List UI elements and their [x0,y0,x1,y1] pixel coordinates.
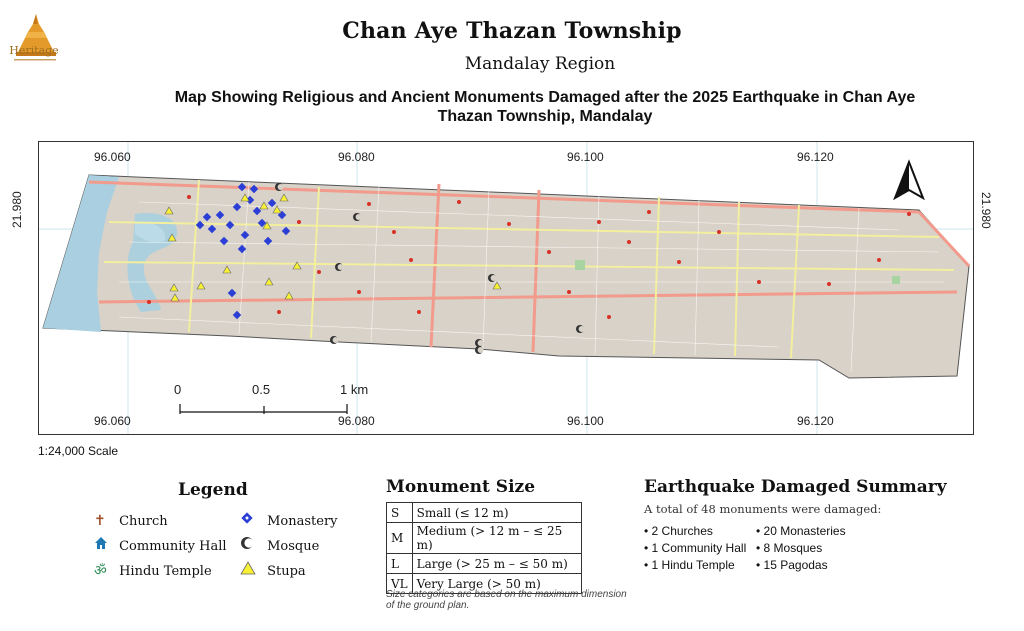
legend-item-mosque: Mosque [240,535,319,554]
logo-text: Heritage [9,44,59,57]
page-title: Chan Aye Thazan Township [342,18,682,44]
lon-label-top: 96.100 [567,150,604,164]
table-row: VL Very Large (> 50 m) [387,574,582,594]
park [892,276,900,284]
table-row: L Large (> 25 m – ≤ 50 m) [387,554,582,574]
page-subtitle: Mandalay Region [464,54,616,74]
summary-item: • 15 Pagodas [756,558,828,572]
summary-item: • 2 Churches [644,524,713,538]
community-hall-icon [94,535,114,554]
scalebar-label-half: 0.5 [252,382,271,397]
north-arrow-icon [895,162,923,198]
map-title: Map Showing Religious and Ancient Monuments Damaged after the 2025 Earthquake in Chan Aye Thazan Township, Mandalay [174,89,916,125]
monastery-icon [240,510,262,529]
legend-item-hindu-temple: ॐ Hindu Temple [94,563,212,579]
lat-label-right: 21.980 [979,192,993,229]
lon-label-bottom: 96.120 [797,414,834,428]
lon-label-bottom: 96.080 [338,414,375,428]
township-area [43,175,969,378]
lon-label-top: 96.120 [797,150,834,164]
lat-label-left: 21.980 [10,191,24,228]
park [575,260,585,270]
summary-title: Earthquake Damaged Summary [644,477,947,497]
cross-icon: ✝ [94,513,106,529]
lon-label-top: 96.060 [94,150,131,164]
lon-label-bottom: 96.060 [94,414,131,428]
size-table [386,502,582,594]
summary-item: • 1 Community Hall [644,541,747,555]
legend-title: Legend [178,480,248,500]
legend-item-monastery: Monastery [240,510,338,529]
summary-item: • 20 Monasteries [756,524,846,538]
legend-item-stupa: Stupa [240,560,306,579]
size-title: Monument Size [386,477,536,497]
summary-item: • 8 Mosques [756,541,823,555]
table-row: M Medium (> 12 m – ≤ 25 m) [387,523,582,554]
size-note: Size categories are based on the maximum dimension of the ground plan. [386,589,627,611]
om-icon: ॐ [94,563,107,579]
stupa-triangle-icon [240,560,262,579]
lon-label-top: 96.080 [338,150,375,164]
crescent-icon [240,535,262,554]
scalebar-label-1km: 1 km [340,382,369,397]
scale-note: 1:24,000 Scale [38,444,119,458]
scale-bar [180,404,347,414]
lon-label-bottom: 96.100 [567,414,604,428]
scalebar-label-0: 0 [174,382,182,397]
table-row: S Small (≤ 12 m) [387,503,582,523]
legend-item-church: ✝ Church [94,513,168,529]
legend-item-community-hall: Community Hall [94,535,227,554]
summary-item: • 1 Hindu Temple [644,558,735,572]
summary-subtitle: A total of 48 monuments were damaged: [644,502,882,516]
